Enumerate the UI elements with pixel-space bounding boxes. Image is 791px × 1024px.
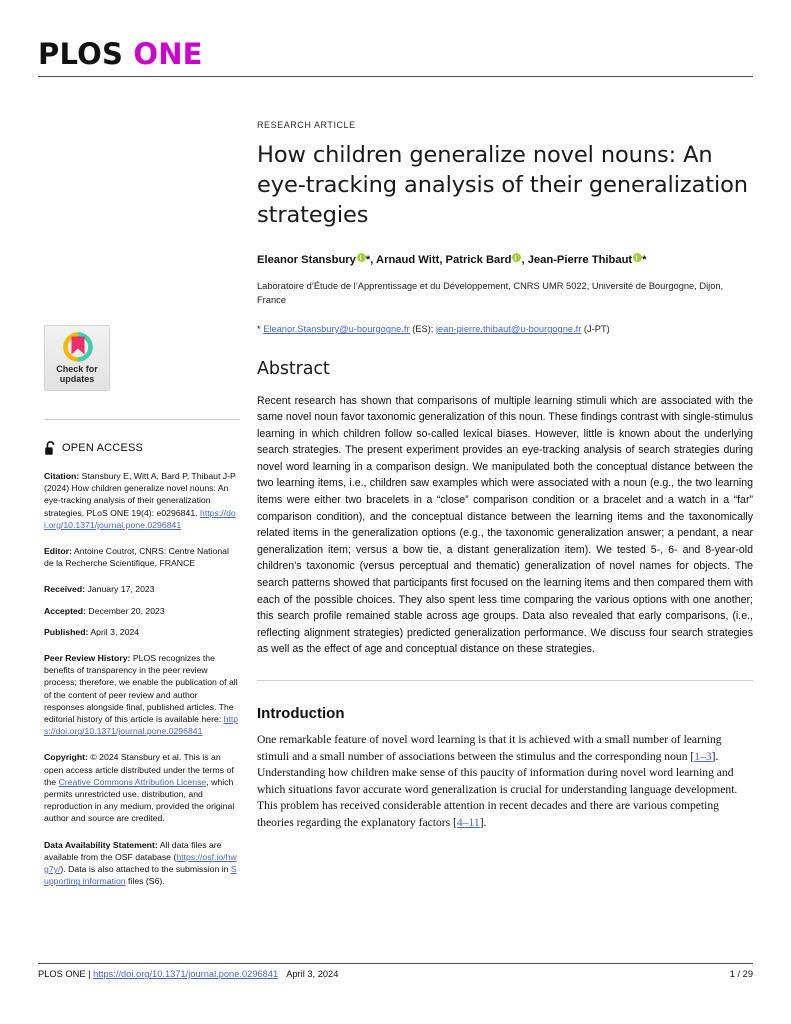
abstract-heading: Abstract bbox=[257, 358, 330, 379]
page-title: How children generalize novel nouns: An eye-tracking analysis of their generalization strategies bbox=[257, 142, 748, 228]
published-block bbox=[44, 626, 240, 638]
accepted-block bbox=[44, 605, 240, 617]
sidebar-divider bbox=[44, 419, 240, 420]
data-availability-label: Data Availability Statement: bbox=[44, 839, 158, 850]
page-footer bbox=[38, 969, 753, 979]
author-separator-2: , bbox=[439, 254, 446, 266]
copyright-label: Copyright: bbox=[44, 752, 88, 763]
footer-doi-link[interactable]: https://doi.org/10.1371/journal.pone.0296841 bbox=[93, 969, 279, 979]
peer-review-history-block bbox=[44, 652, 240, 737]
editor-text: Antoine Coutrot, CNRS: Centre National de la Recherche Scientifique, FRANCE bbox=[44, 546, 229, 569]
abstract-text: Recent research has shown that comparisons of multiple learning stimuli which are associated with the same novel noun favor taxonomic generalization of this noun. These findings contrast with single-stimulus learning in which children follow so-called lexical biases. However, little is known about the underlying search strategies. The present experiment provides an eye-tracking analysis of search strategies during novel word learning in a comparison design. We manipulated both the conceptual distance between the two learning items, i.e., children saw examples which were associated with a noun (e.g., the two learning items were either two bracelets in a “close” comparison condition or a bracelet and a watch in a “far” comparison condition), and the conceptual distance between the learning items and the taxonomically related items in the generalization options (e.g., the taxonomic generalization answer; a pendant, a near generalization item; versus a bow tie, a distant generalization item). We tested 5-, 6- and 8-year-old children’s taxonomic (versus perceptual and thematic) generalization of novel names for objects. The search patterns showed that participants first focused on the learning items and then compared them with each of the possible choices. They also spent less time comparing the various options with one another; this search profile remained stable across age groups. Data also revealed that early comparisons, (i.e., reflecting alignment strategies) predicted generalization performance. We discuss four search strategies as well as the effect of age and conceptual distance on these strategies. bbox=[257, 394, 753, 656]
published-label: Published: bbox=[44, 626, 89, 637]
accepted-label: Accepted: bbox=[44, 605, 86, 616]
citation-doi-link[interactable]: https://doi.org/10.1371/journal.pone.0296841 bbox=[44, 507, 236, 530]
author-corresponding-marker-1: * bbox=[365, 254, 371, 266]
open-lock-icon bbox=[44, 440, 57, 456]
abstract-divider bbox=[257, 680, 753, 681]
reference-link-4-11[interactable]: 4–11 bbox=[456, 815, 480, 829]
corresponding-tag-2: (J-PT) bbox=[581, 324, 610, 334]
introduction-part1: One remarkable feature of novel word learning is that it is achieved with a small number of learning stimuli and a small number of associations between the stimulus and the corresponding noun [ bbox=[257, 733, 722, 763]
introduction-part3: ]. bbox=[479, 815, 487, 829]
received-label: Received: bbox=[44, 584, 86, 595]
citation-label: Citation: bbox=[44, 471, 80, 481]
citation-text: Stansbury E, Witt A, Bard P, Thibaut J-P (2024) How children generalize novel nouns: An eye-tracking analysis of their generalization strategies. PLoS ONE 19(4): e0296841. bbox=[44, 471, 236, 518]
crossmark-label bbox=[45, 364, 109, 384]
plos-one-logo bbox=[38, 38, 753, 70]
author-name-2[interactable]: Arnaud Witt bbox=[376, 254, 440, 266]
copyright-text-after: , which permits unrestricted use, distribution, and reproduction in any medium, provided the original author and source are credited. bbox=[44, 776, 235, 824]
author-name-3[interactable]: Patrick Bard bbox=[445, 254, 512, 266]
author-list bbox=[257, 252, 753, 268]
article-sidebar bbox=[44, 325, 240, 887]
creative-commons-link[interactable]: Creative Commons Attribution License bbox=[58, 776, 207, 787]
orcid-icon[interactable] bbox=[633, 253, 642, 262]
corresponding-email-1[interactable]: Eleanor.Stansbury@u-bourgogne.fr bbox=[263, 324, 410, 334]
corresponding-tag-1: (ES); bbox=[409, 324, 436, 334]
footer-left bbox=[38, 969, 338, 979]
data-availability-text-after: files (S6). bbox=[125, 876, 165, 887]
author-corresponding-marker-2: * bbox=[642, 254, 647, 266]
corresponding-marker: * bbox=[257, 324, 264, 334]
published-date: April 3, 2024 bbox=[88, 626, 140, 637]
peer-review-text: PLOS recognizes the benefits of transparency in the peer review process; therefore, we enable the publication of all of the content of peer review and author responses alongside final, published articles. The editorial history of this article is available here: bbox=[44, 653, 238, 725]
crossmark-label-line1: Check for bbox=[56, 364, 98, 374]
author-affiliation: Laboratoire d’Étude de l’Apprentissage et du Développement, CNRS UMR 5022, Université de Bourgogne, Dijon, France bbox=[257, 281, 724, 305]
corresponding-email-2[interactable]: jean-pierre.thibaut@u-bourgogne.fr bbox=[435, 324, 582, 334]
open-access-label: OPEN ACCESS bbox=[62, 442, 144, 454]
osf-database-link[interactable]: https://osf.io/hwg7y/ bbox=[44, 851, 237, 875]
author-name-4[interactable]: Jean-Pierre Thibaut bbox=[527, 254, 633, 266]
reference-link-1-3[interactable]: 1–3 bbox=[694, 749, 712, 763]
crossmark-badge-icon bbox=[62, 331, 94, 363]
peer-review-label: Peer Review History: bbox=[44, 653, 131, 664]
article-main-column bbox=[257, 120, 753, 832]
received-date: January 17, 2023 bbox=[85, 584, 155, 595]
data-availability-text-before: All data files are available from the OSF database ( bbox=[44, 839, 222, 862]
crossmark-label-line2: updates bbox=[59, 374, 95, 384]
author-separator-1: , bbox=[370, 254, 377, 266]
footer-date: April 3, 2024 bbox=[286, 969, 339, 979]
peer-review-doi-link[interactable]: https://doi.org/10.1371/journal.pone.0296841 bbox=[44, 714, 239, 737]
orcid-icon[interactable] bbox=[357, 253, 366, 262]
received-block bbox=[44, 583, 240, 595]
introduction-part2: ]. Understanding how children make sense of this paucity of information during novel word learning and which situations favor accurate word generalization is crucial for understanding language development. This problem has received considerable attention in recent decades and there are various competing theories regarding the explanatory factors [ bbox=[257, 749, 738, 829]
copyright-block bbox=[44, 751, 240, 824]
logo-one-text: ONE bbox=[133, 37, 203, 71]
citation-block bbox=[44, 470, 240, 531]
editor-block bbox=[44, 545, 240, 569]
data-availability-text-mid: ). Data is also attached to the submission in bbox=[60, 864, 231, 875]
logo-plos-text: PLOS bbox=[38, 37, 124, 71]
supporting-information-link[interactable]: Supporting information bbox=[44, 864, 237, 887]
author-separator-3: , bbox=[521, 254, 528, 266]
masthead-divider bbox=[38, 76, 753, 77]
footer-journal-name: PLOS ONE | bbox=[38, 969, 94, 979]
footer-divider bbox=[38, 963, 753, 964]
article-type-kicker: RESEARCH ARTICLE bbox=[257, 120, 356, 130]
copyright-text-before: © 2024 Stansbury et al. This is an open access article distributed under the terms of the bbox=[44, 752, 234, 787]
open-access-badge bbox=[44, 440, 240, 456]
introduction-heading: Introduction bbox=[257, 705, 345, 722]
journal-masthead bbox=[38, 38, 753, 80]
crossmark-check-for-updates-badge[interactable] bbox=[44, 325, 110, 391]
author-name-1[interactable]: Eleanor Stansbury bbox=[257, 254, 356, 266]
data-availability-block bbox=[44, 839, 240, 888]
accepted-date: December 20, 2023 bbox=[86, 605, 165, 616]
footer-page-number: 1 / 29 bbox=[729, 969, 753, 979]
introduction-text bbox=[257, 732, 753, 832]
corresponding-author-emails bbox=[257, 323, 753, 337]
editor-label: Editor: bbox=[44, 546, 72, 557]
